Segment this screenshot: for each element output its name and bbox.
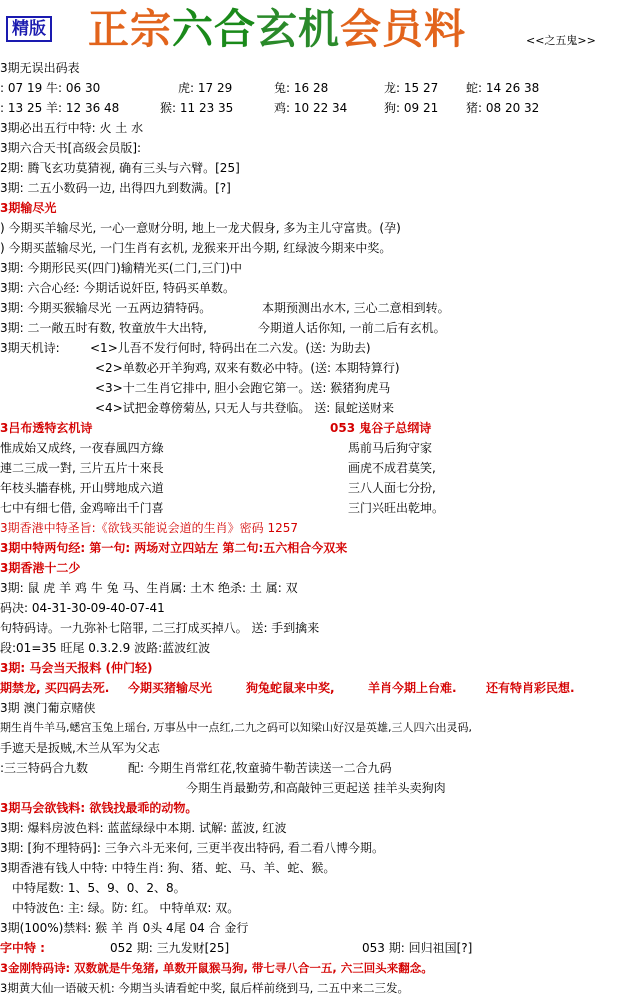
text-part: 053 期: 回归祖国[?]: [362, 941, 473, 955]
zodiac-cell: 龙: 15 27: [384, 81, 439, 95]
zodiac-row-2: [0, 98, 539, 118]
section-heading: 3期香港十二少: [0, 561, 81, 575]
line: 3期: 六合心经: 今期话说奸臣, 特码买单数。: [0, 281, 235, 295]
line: 3期: 爆料房波色料: 蓝蓝绿绿中本期. 试解: 蓝波, 红波: [0, 821, 287, 835]
edition-badge: 精版: [6, 16, 52, 42]
line: 3期黄大仙一语破天机: 今期当头请看蛇中奖, 鼠后样前绕到马, 二五中来二三发。: [0, 981, 409, 995]
zodiac-cell: 猪: 08 20 32: [466, 101, 540, 115]
text-part: 三八人面七分扮,: [348, 481, 436, 495]
text-part: 052 期: 三九发财[25]: [110, 941, 230, 955]
line: 码决: 04-31-30-09-40-07-41: [0, 601, 165, 615]
line: 手遮天是扳贼,木兰从军为父志: [0, 741, 160, 755]
line: [0, 318, 446, 338]
line: ) 今期买蓝输尽光, 一门生肖有玄机, 龙猴来开出今期, 红绿波今期来中奖。: [0, 241, 392, 255]
line: [0, 478, 436, 498]
line: 3期(100%)禁料: 猴 羊 肖 0头 4尾 04 合 金行: [0, 921, 249, 935]
line: [0, 338, 371, 358]
header-note: <<之五鬼>>: [526, 34, 596, 47]
line: 3期香港中特圣旨:《欲钱买能说会道的生肖》密码 1257: [0, 521, 299, 535]
zodiac-cell: 兔: 16 28: [274, 81, 329, 95]
zodiac-row-1: [0, 78, 539, 98]
line: 3期无误出码表: [0, 61, 80, 75]
title-part-3: 玄机: [256, 5, 340, 53]
text-part: 字中特 :: [0, 941, 45, 955]
line: [0, 438, 432, 458]
line: 3期六合天书[高级会员版]:: [0, 141, 142, 155]
line: 3期: [狗不理特码]: 三争六斗无来何, 三更半夜出特码, 看二看八博今期。: [0, 841, 384, 855]
line: 3金刚特码诗: 双数就是牛兔猪, 单数开鼠猴马狗, 带七寻八合一五, 六三回头来翻念。: [0, 961, 433, 975]
line: 3期必出五行中特: 火 土 水: [0, 121, 144, 135]
line: 期生肖牛羊马,蟋宫玉兔上瑶台, 万事丛中一点红,二九之码可以知梁山好汉是英雄,三人四六出灵码,: [0, 721, 472, 734]
text-part: 連二三成一對, 三片五片十來長: [0, 461, 164, 475]
text-part: 画虎不成君莫笑,: [348, 461, 436, 475]
line: 2期: 腾飞玄功莫猜视, 确有三头与六臂。[25]: [0, 161, 240, 175]
text-part: 羊肖今期上台难.: [368, 681, 457, 695]
zodiac-cell: : 07 19 牛: 06 30: [0, 81, 101, 95]
line: <3>十二生肖它排中, 胆小会跑它第一。送: 猴猪狗虎马: [95, 381, 391, 395]
text-part: 今期道人话你知, 一前二后有玄机。: [258, 321, 446, 335]
line: 中特波色: 主: 绿。防: 红。 中特单双: 双。: [12, 901, 240, 915]
title-part-2: 六合: [172, 5, 256, 53]
line: <2>单数必开羊狗鸡, 双来有数必中特。(送: 本期特算行): [95, 361, 400, 375]
text-part: 惟成始又成终, 一夜春風四方綠: [0, 441, 164, 455]
text-part: 还有特肖彩民想.: [486, 681, 575, 695]
text-part: :三三特码合九数: [0, 761, 89, 775]
line: 段:01=35 旺尾 0.3.2.9 波路:蓝波红波: [0, 641, 211, 655]
line: 今期生肖最勤劳,和高敲钟三更起送 挂羊头卖狗肉: [186, 781, 446, 795]
line: 3期中特两句经: 第一句: 两场对立四站左 第二句:五六相合今双来: [0, 541, 348, 555]
line: 3期 澳门葡京赌侠: [0, 701, 96, 715]
zodiac-cell: 虎: 17 29: [178, 81, 233, 95]
section-heading: 3期马会欲钱料: 欲钱找最乖的动物。: [0, 801, 198, 815]
text-part: 馬前马后狗守家: [348, 441, 433, 455]
line: ) 今期买羊输尽光, 一心一意财分明, 地上一龙犬假身, 多为主儿守富贵。(孕): [0, 221, 401, 235]
text-part: 年枝头牆春桃, 开山劈地成六道: [0, 481, 164, 495]
text-part: 期禁龙, 买四码去死.: [0, 681, 110, 695]
line: 3期: 鼠 虎 羊 鸡 牛 兔 马、生肖属: 土木 绝杀: 土 属: 双: [0, 581, 298, 595]
line: <4>试把金尊傍菊丛, 只无人与共登临。 送: 鼠蛇送财来: [95, 401, 395, 415]
text-part: 配: 今期生肖常红花,牧童骑牛勒苦读送一二合九码: [128, 761, 392, 775]
zodiac-cell: 鸡: 10 22 34: [274, 101, 348, 115]
zodiac-cell: 狗: 09 21: [384, 101, 439, 115]
title-part-4: 会员料: [340, 5, 466, 53]
section-heading: 3期输尽光: [0, 201, 57, 215]
line: [0, 938, 472, 958]
text-part: 3期天机诗:: [0, 341, 60, 355]
header: [0, 0, 621, 58]
line: 3期: 今期形民买(四门)输精光买(二门,三门)中: [0, 261, 243, 275]
line: 中特尾数: 1、5、9、0、2、8。: [12, 881, 186, 895]
line: [0, 758, 392, 778]
line: [0, 458, 436, 478]
zodiac-cell: 猴: 11 23 35: [160, 101, 234, 115]
section-heading: [0, 418, 431, 438]
text-part: <1>儿吾不发行何时, 特码出在二六发。(送: 为助去): [90, 341, 371, 355]
line: [0, 678, 575, 698]
zodiac-cell: 蛇: 14 26 38: [466, 81, 540, 95]
line: [0, 498, 444, 518]
text-part: 053 鬼谷子总纲诗: [330, 421, 432, 435]
section-heading: 3期: 马会当天报料 (仲门轻): [0, 661, 153, 675]
line: 3期香港有钱人中特: 中特生肖: 狗、猪、蛇、马、羊、蛇、猴。: [0, 861, 336, 875]
text-part: 三门兴旺出乾坤。: [348, 501, 445, 515]
text-part: 七中有细七借, 金鸡啼出千门喜: [0, 501, 164, 515]
title-part-1: 正宗: [88, 5, 172, 53]
line: 句特码诗。一九弥补七陪罪, 二三打成买掉八。 送: 手到擒来: [0, 621, 320, 635]
text-part: 本期预测出水木, 三心二意相到转。: [262, 301, 450, 315]
line: 3期: 二五小数码一边, 出得四九到数满。[?]: [0, 181, 231, 195]
page-title: [88, 2, 466, 56]
text-part: 狗兔蛇鼠来中奖,: [246, 681, 335, 695]
zodiac-cell: : 13 25 羊: 12 36 48: [0, 101, 120, 115]
text-part: 3吕布透特玄机诗: [0, 421, 93, 435]
text-part: 3期: 二一敞五时有数, 牧童放牛大出特,: [0, 321, 207, 335]
line: [0, 298, 450, 318]
text-part: 今期买猪输尽光: [128, 681, 213, 695]
text-part: 3期: 今期买猴输尽光 一五两边猜特码。: [0, 301, 212, 315]
